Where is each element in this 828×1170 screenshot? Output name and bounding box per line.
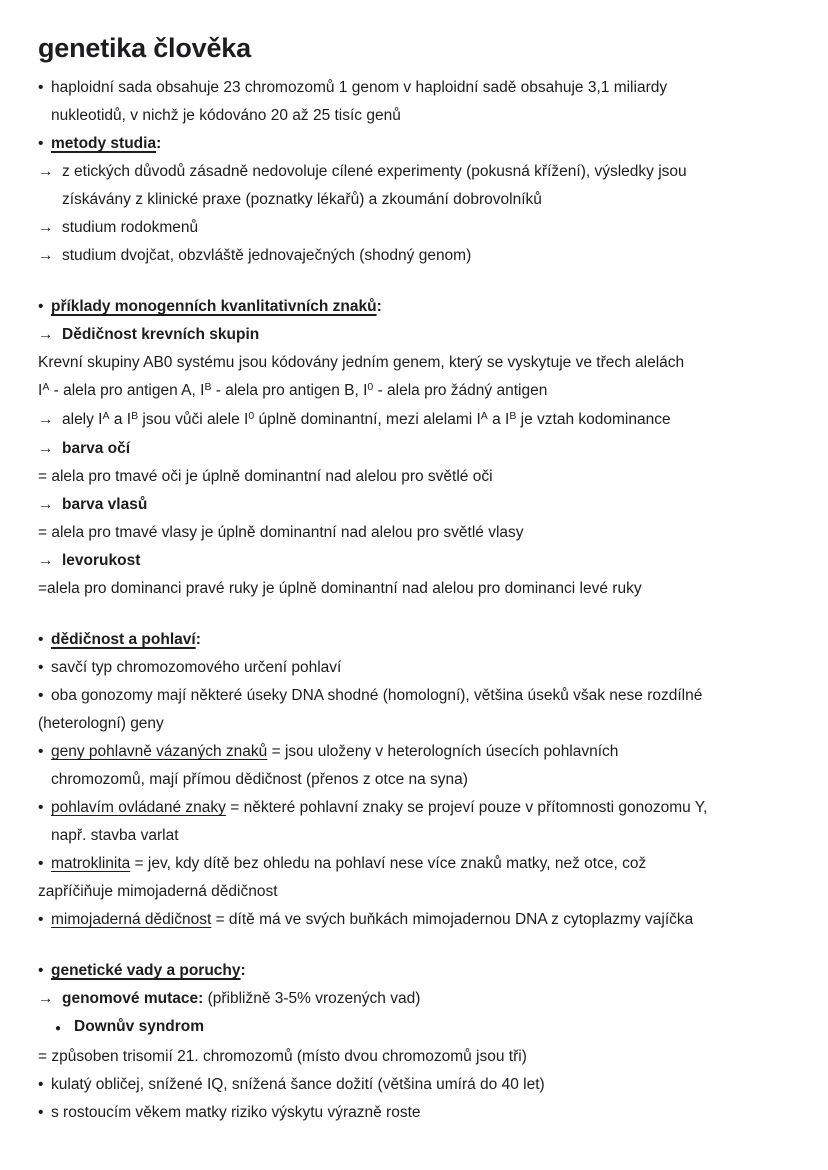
document-line xyxy=(38,435,796,463)
bullet-icon: • xyxy=(38,687,44,704)
page-title: genetika člověka xyxy=(38,33,251,63)
text-segment: - alela pro žádný antigen xyxy=(373,382,548,399)
text-segment: 0 xyxy=(367,381,374,393)
text-segment: : xyxy=(156,135,162,152)
text-segment: oba gonozomy mají některé úseky DNA shodné (homologní), většina úseků však nese rozdílné xyxy=(51,687,703,704)
line-text xyxy=(62,440,130,457)
line-text xyxy=(38,1048,527,1065)
arrow-icon: → xyxy=(38,326,54,343)
text-segment: A xyxy=(102,410,110,422)
text-segment: genomové mutace: xyxy=(62,990,204,1007)
bullet-icon: • xyxy=(38,743,44,760)
text-segment: Krevní skupiny AB0 systému jsou kódovány jedním genem, který se vyskytuje ve třech alelách xyxy=(38,354,685,371)
line-text xyxy=(51,659,341,676)
text-segment: = jsou uloženy v heterologních úsecích pohlavních xyxy=(267,743,619,760)
document-line xyxy=(38,74,796,130)
document-line xyxy=(38,575,796,603)
document-line xyxy=(38,214,796,242)
text-segment: Downův syndrom xyxy=(74,1018,205,1035)
document-line xyxy=(38,491,796,519)
arrow-icon: → xyxy=(38,247,54,264)
text-segment: (heterologní) geny xyxy=(38,715,164,732)
line-text xyxy=(51,794,796,850)
document-line xyxy=(38,406,796,435)
text-segment: pohlavím ovládané znaky xyxy=(51,799,226,816)
arrow-icon: → xyxy=(38,411,54,428)
line-text xyxy=(62,158,796,214)
bullet-icon: • xyxy=(38,1076,44,1093)
arrow-icon: → xyxy=(38,219,54,236)
line-text xyxy=(51,738,796,794)
text-segment: a I xyxy=(109,411,132,428)
text-segment: metody studia xyxy=(51,135,157,152)
document-line xyxy=(38,321,796,349)
text-segment: je vztah kodominance xyxy=(516,411,671,428)
text-segment: B xyxy=(509,410,517,422)
line-text xyxy=(62,990,420,1007)
text-segment: = jev, kdy dítě bez ohledu na pohlaví nese více znaků matky, než otce, což xyxy=(130,855,647,872)
document-line xyxy=(38,794,796,850)
document-line xyxy=(38,682,796,738)
disc-icon: ● xyxy=(55,1023,62,1034)
text-segment: příklady monogenních kvanlitativních znaků xyxy=(51,298,377,315)
bullet-icon: • xyxy=(38,911,44,928)
line-text xyxy=(51,911,693,928)
text-segment: (přibližně 3-5% vrozených vad) xyxy=(203,990,421,1007)
text-segment: = alela pro tmavé vlasy je úplně dominantní nad alelou pro světlé vlasy xyxy=(38,524,524,541)
text-segment: barva vlasů xyxy=(62,496,148,513)
text-segment: haploidní sada obsahuje 23 chromozomů 1 genom v haploidní sadě obsahuje 3,1 miliardy xyxy=(51,79,668,96)
text-segment: = dítě má ve svých buňkách mimojadernou DNA z cytoplazmy vajíčka xyxy=(211,911,694,928)
text-segment: 0 xyxy=(248,410,255,422)
text-segment: s rostoucím věkem matky riziko výskytu výrazně roste xyxy=(51,1104,421,1121)
text-segment: úplně dominantní, mezi alelami I xyxy=(254,411,481,428)
text-segment: studium rodokmenů xyxy=(62,219,199,236)
document-line xyxy=(38,130,796,158)
text-segment: =alela pro dominanci pravé ruky je úplně dominantní nad alelou pro dominanci levé ruky xyxy=(38,580,642,597)
line-text xyxy=(62,496,147,513)
document-line xyxy=(38,349,796,377)
bullet-icon: • xyxy=(38,79,44,96)
text-segment: zapříčiňuje mimojaderná dědičnost xyxy=(38,883,278,900)
document-line xyxy=(38,1043,796,1071)
text-segment: - alela pro antigen A, I xyxy=(49,382,205,399)
document-line xyxy=(38,519,796,547)
document-line xyxy=(38,957,796,985)
text-segment: = způsoben trisomií 21. chromozomů (místo dvou chromozomů jsou tři) xyxy=(38,1048,527,1065)
line-text xyxy=(62,326,259,343)
line-text xyxy=(62,406,796,435)
bullet-icon: • xyxy=(38,659,44,676)
document-line xyxy=(38,463,796,491)
text-segment: : xyxy=(376,298,382,315)
bullet-icon: • xyxy=(38,135,44,152)
arrow-icon: → xyxy=(38,496,54,513)
document-line xyxy=(38,850,796,906)
text-segment: jsou vůči alele I xyxy=(138,411,249,428)
line-text xyxy=(51,631,201,648)
text-segment: alely I xyxy=(62,411,103,428)
line-text xyxy=(51,135,161,152)
bullet-icon: • xyxy=(38,631,44,648)
text-segment: získávány z klinické praxe (poznatky lékařů) a zkoumání dobrovolníků xyxy=(62,191,542,208)
bullet-icon: • xyxy=(38,855,44,872)
document-line xyxy=(38,654,796,682)
line-text xyxy=(51,962,246,979)
document-line xyxy=(38,1099,796,1127)
document-line xyxy=(38,158,796,214)
line-text xyxy=(62,552,140,569)
document-line xyxy=(38,906,796,934)
line-text xyxy=(62,219,198,236)
text-segment: = alela pro tmavé oči je úplně dominantní nad alelou pro světlé oči xyxy=(38,468,493,485)
text-segment: nukleotidů, v nichž je kódováno 20 až 25 tisíc genů xyxy=(51,107,401,124)
line-text xyxy=(74,1018,204,1035)
text-segment: A xyxy=(480,410,488,422)
line-text xyxy=(51,298,382,315)
arrow-icon: → xyxy=(38,552,54,569)
text-segment: : xyxy=(195,631,201,648)
bullet-icon: • xyxy=(38,962,44,979)
text-segment: a I xyxy=(487,411,510,428)
line-text xyxy=(38,468,493,485)
text-segment: I xyxy=(38,382,43,399)
line-text xyxy=(51,1076,545,1093)
document-line xyxy=(38,547,796,575)
text-segment: - alela pro antigen B, I xyxy=(211,382,368,399)
document-line xyxy=(38,985,796,1013)
text-segment: A xyxy=(42,381,50,393)
line-text xyxy=(38,687,702,732)
text-segment: mimojaderná dědičnost xyxy=(51,911,212,928)
text-segment: kulatý obličej, snížené IQ, snížená šance dožití (většina umírá do 40 let) xyxy=(51,1076,545,1093)
document-line xyxy=(38,293,796,321)
text-segment: např. stavba varlat xyxy=(51,827,179,844)
document-line xyxy=(38,377,796,406)
document-line xyxy=(38,1013,796,1043)
text-segment: levorukost xyxy=(62,552,141,569)
document-line xyxy=(38,1071,796,1099)
bullet-icon: • xyxy=(38,298,44,315)
line-text xyxy=(51,74,796,130)
document-body xyxy=(38,74,796,1127)
document-line xyxy=(38,738,796,794)
document-line xyxy=(38,242,796,270)
document-line xyxy=(38,626,796,654)
bullet-icon: • xyxy=(38,1104,44,1121)
bullet-icon: • xyxy=(38,799,44,816)
arrow-icon: → xyxy=(38,440,54,457)
text-segment: z etických důvodů zásadně nedovoluje cílené experimenty (pokusná křížení), výsledky jsou xyxy=(62,163,687,180)
text-segment: chromozomů, mají přímou dědičnost (přenos z otce na syna) xyxy=(51,771,468,788)
text-segment: B xyxy=(131,410,139,422)
text-segment: dědičnost a pohlaví xyxy=(51,631,196,648)
text-segment: matroklinita xyxy=(51,855,131,872)
text-segment: savčí typ chromozomového určení pohlaví xyxy=(51,659,342,676)
line-text xyxy=(38,855,646,900)
text-segment: = některé pohlavní znaky se projeví pouze v přítomnosti gonozomu Y, xyxy=(225,799,708,816)
text-segment: genetické vady a poruchy xyxy=(51,962,241,979)
text-segment: B xyxy=(204,381,212,393)
arrow-icon: → xyxy=(38,163,54,180)
line-text xyxy=(62,247,471,264)
text-segment: Dědičnost krevních skupin xyxy=(62,326,260,343)
line-text xyxy=(38,580,642,597)
text-segment: : xyxy=(240,962,246,979)
text-segment: studium dvojčat, obzvláště jednovaječných (shodný genom) xyxy=(62,247,472,264)
text-segment: barva očí xyxy=(62,440,131,457)
line-text xyxy=(51,1104,421,1121)
line-text xyxy=(38,382,547,399)
arrow-icon: → xyxy=(38,990,54,1007)
line-text xyxy=(38,524,524,541)
text-segment: geny pohlavně vázaných znaků xyxy=(51,743,268,760)
line-text xyxy=(38,354,684,371)
